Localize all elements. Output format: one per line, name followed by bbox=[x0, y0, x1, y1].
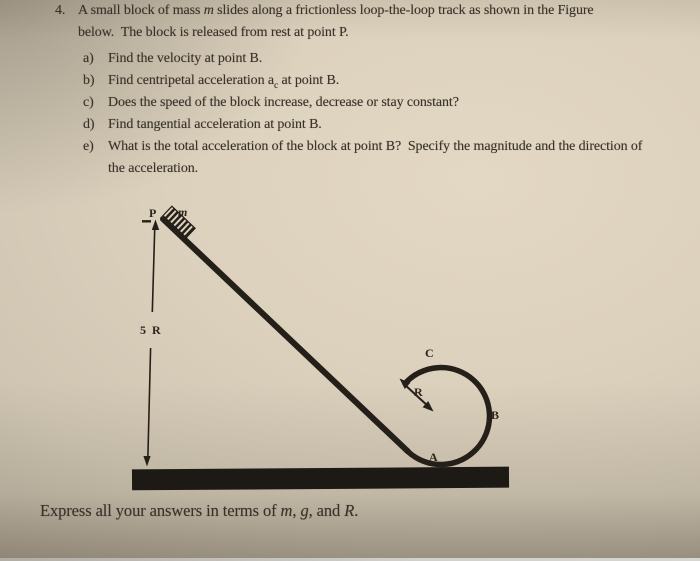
height-arrow-bottom-head bbox=[143, 456, 150, 467]
height-arrow-top-head bbox=[152, 220, 159, 231]
figure-mass-label: m bbox=[178, 205, 188, 219]
part-b-post: at point B. bbox=[278, 73, 340, 88]
radius-label: R bbox=[414, 385, 423, 399]
part-d-label: d) bbox=[83, 117, 95, 132]
statement-post: slides along a frictionless loop-the-loop track as shown in the Figure below. The block is released from rest at point P. bbox=[78, 3, 594, 40]
problem-number: 4. bbox=[55, 3, 66, 18]
footer-pre: Express all your answers in terms of bbox=[40, 501, 281, 520]
footer-sep1: , bbox=[292, 501, 301, 520]
height-arrow-upper-segment bbox=[152, 226, 155, 312]
part-a-text: Find the velocity at point B. bbox=[108, 51, 263, 66]
height-label: 5 R bbox=[140, 323, 163, 337]
height-arrow bbox=[148, 226, 155, 460]
point-p-label: P bbox=[149, 206, 157, 220]
part-c-label: c) bbox=[83, 95, 94, 110]
loop-track bbox=[405, 368, 489, 465]
part-e-label: e) bbox=[83, 139, 94, 154]
part-b-pre: Find centripetal acceleration a bbox=[108, 73, 274, 88]
statement-pre: A small block of mass bbox=[78, 3, 204, 18]
point-c-label: C bbox=[425, 346, 434, 360]
footer-sep2: , and bbox=[308, 501, 345, 520]
point-a-label: A bbox=[429, 450, 438, 464]
part-c-text: Does the speed of the block increase, decrease or stay constant? bbox=[108, 95, 459, 110]
footer-var-g: g bbox=[300, 501, 309, 520]
ground bbox=[132, 467, 509, 491]
part-e-text: What is the total acceleration of the block at point B? Specify the magnitude and the direction of the acceleration. bbox=[108, 139, 643, 176]
answers-instruction bbox=[40, 501, 358, 521]
part-b-label: b) bbox=[83, 73, 95, 88]
subscript-c: c bbox=[273, 80, 279, 91]
footer-period: . bbox=[354, 501, 359, 520]
part-a-label: a) bbox=[83, 51, 94, 66]
part-d-text: Find tangential acceleration at point B. bbox=[108, 117, 322, 132]
point-b-label: B bbox=[491, 408, 500, 422]
footer-var-m: m bbox=[280, 501, 293, 520]
height-arrow-lower-segment bbox=[148, 348, 151, 460]
footer-var-r: R bbox=[344, 501, 355, 520]
mass-symbol: m bbox=[203, 3, 214, 18]
incline-track bbox=[163, 219, 408, 452]
